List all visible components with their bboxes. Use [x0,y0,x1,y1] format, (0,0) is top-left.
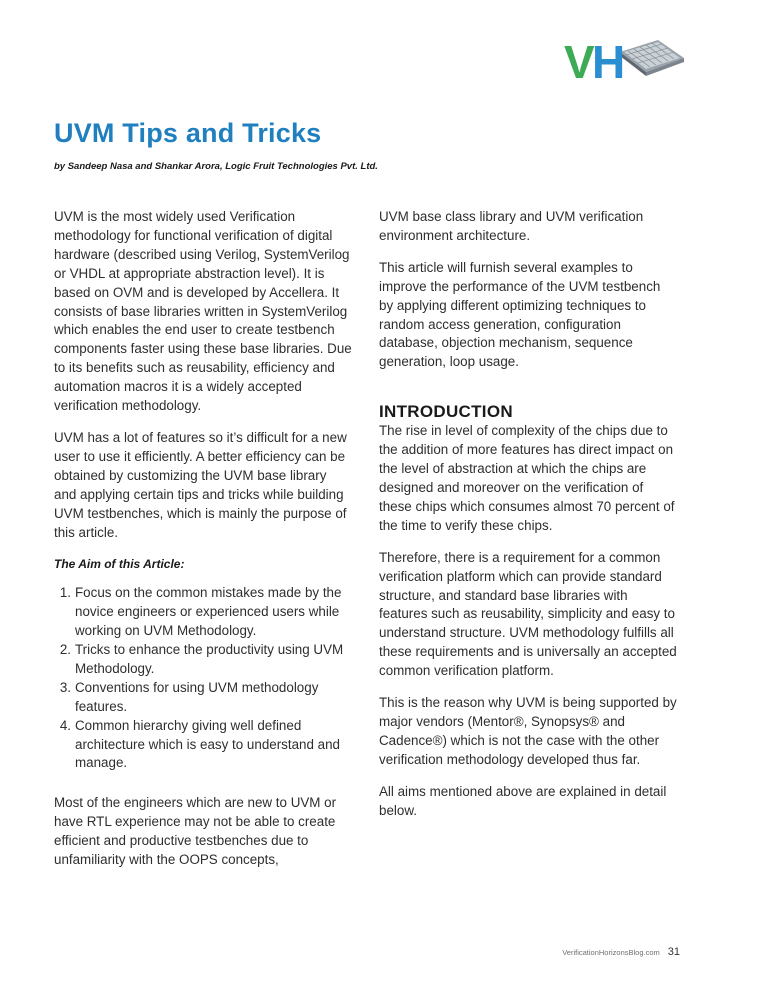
list-number: 4. [59,717,71,733]
left-column [54,208,352,883]
paragraph: All aims mentioned above are explained in detail below. [379,783,667,818]
paragraph: UVM base class library and UVM verification environment architecture. [379,209,644,243]
chip-icon [620,40,684,76]
paragraph: UVM has a lot of features so it’s difficult for a new user to use it efficiently. A better efficiency can be obtained by customizing the UVM base library and applying certain tips and tricks while building UVM testbenches, which is mainly the purpose of this article. [54,429,347,540]
footer-site: VerificationHorizonsBlog.com [562,948,660,957]
paragraph: This article will furnish several examples to improve the performance of the UVM testbench by applying different optimizing techniques to random access generation, configuration database, objection mechanism, sequence generation, loop usage. [379,259,661,370]
list-text: Tricks to enhance the productivity using UVM Methodology. [75,642,344,676]
list-number: 2. [59,642,71,658]
paragraph: This is the reason why UVM is being supported by major vendors (Mentor®, Synopsys® and Cadence®) which is not the case with the other verification methodology developed thus far. [379,695,677,767]
list-text: Conventions for using UVM methodology features. [75,679,319,714]
paragraph: Therefore, there is a requirement for a common verification platform which can provide standard structure, and standard base libraries with features such as reusability, simplicity and easy to understand structure. UVM methodology fulfills all these requirements and is universally an accepted common verification platform. [379,549,677,679]
list-item [54,717,352,774]
page-footer [540,946,680,958]
list-text: Common hierarchy giving well defined architecture which is easy to understand and manage. [75,717,340,771]
page-number: 31 [667,946,680,958]
aim-heading: The Aim of this Article: [54,557,185,572]
article-title: UVM Tips and Tricks [54,118,322,148]
paragraph: Most of the engineers which are new to UVM or have RTL experience may not be able to create efficient and productive testbenches due to unfamiliarity with the OOPS concepts, [54,795,337,868]
logo-letter-h: H [592,36,626,84]
verification-horizons-logo [562,34,686,84]
list-number: 1. [59,585,71,601]
list-item [54,679,352,717]
list-text: Focus on the common mistakes made by the novice engineers or experienced users while working on UVM Methodology. [75,585,342,639]
article-byline: by Sandeep Nasa and Shankar Arora, Logic Fruit Technologies Pvt. Ltd. [54,161,378,172]
logo-letter-v: V [564,36,595,84]
paragraph: The rise in level of complexity of the chips due to the addition of more features has direct impact on the level of abstraction at which the chips are designed and moreover on the verification of these chips which consumes almost 70 percent of the time to verify these chips. [379,423,675,533]
list-number: 3. [59,679,71,695]
right-column [379,208,677,833]
list-item [54,641,352,679]
paragraph: UVM is the most widely used Verification methodology for functional verification of digital hardware (described using Verilog, SystemVerilog or VHDL at appropriate abstraction level). It is based on OVM and is developed by Accellera. It consists of base libraries written in SystemVerilog which enables the end user to create testbench components faster using these base libraries. Due to its benefits such as reusability, efficiency and automation macros it is a widely accepted verification methodology. [54,209,352,414]
introduction-heading: INTRODUCTION [379,402,513,422]
aims-list [54,584,352,773]
list-item [54,584,352,641]
